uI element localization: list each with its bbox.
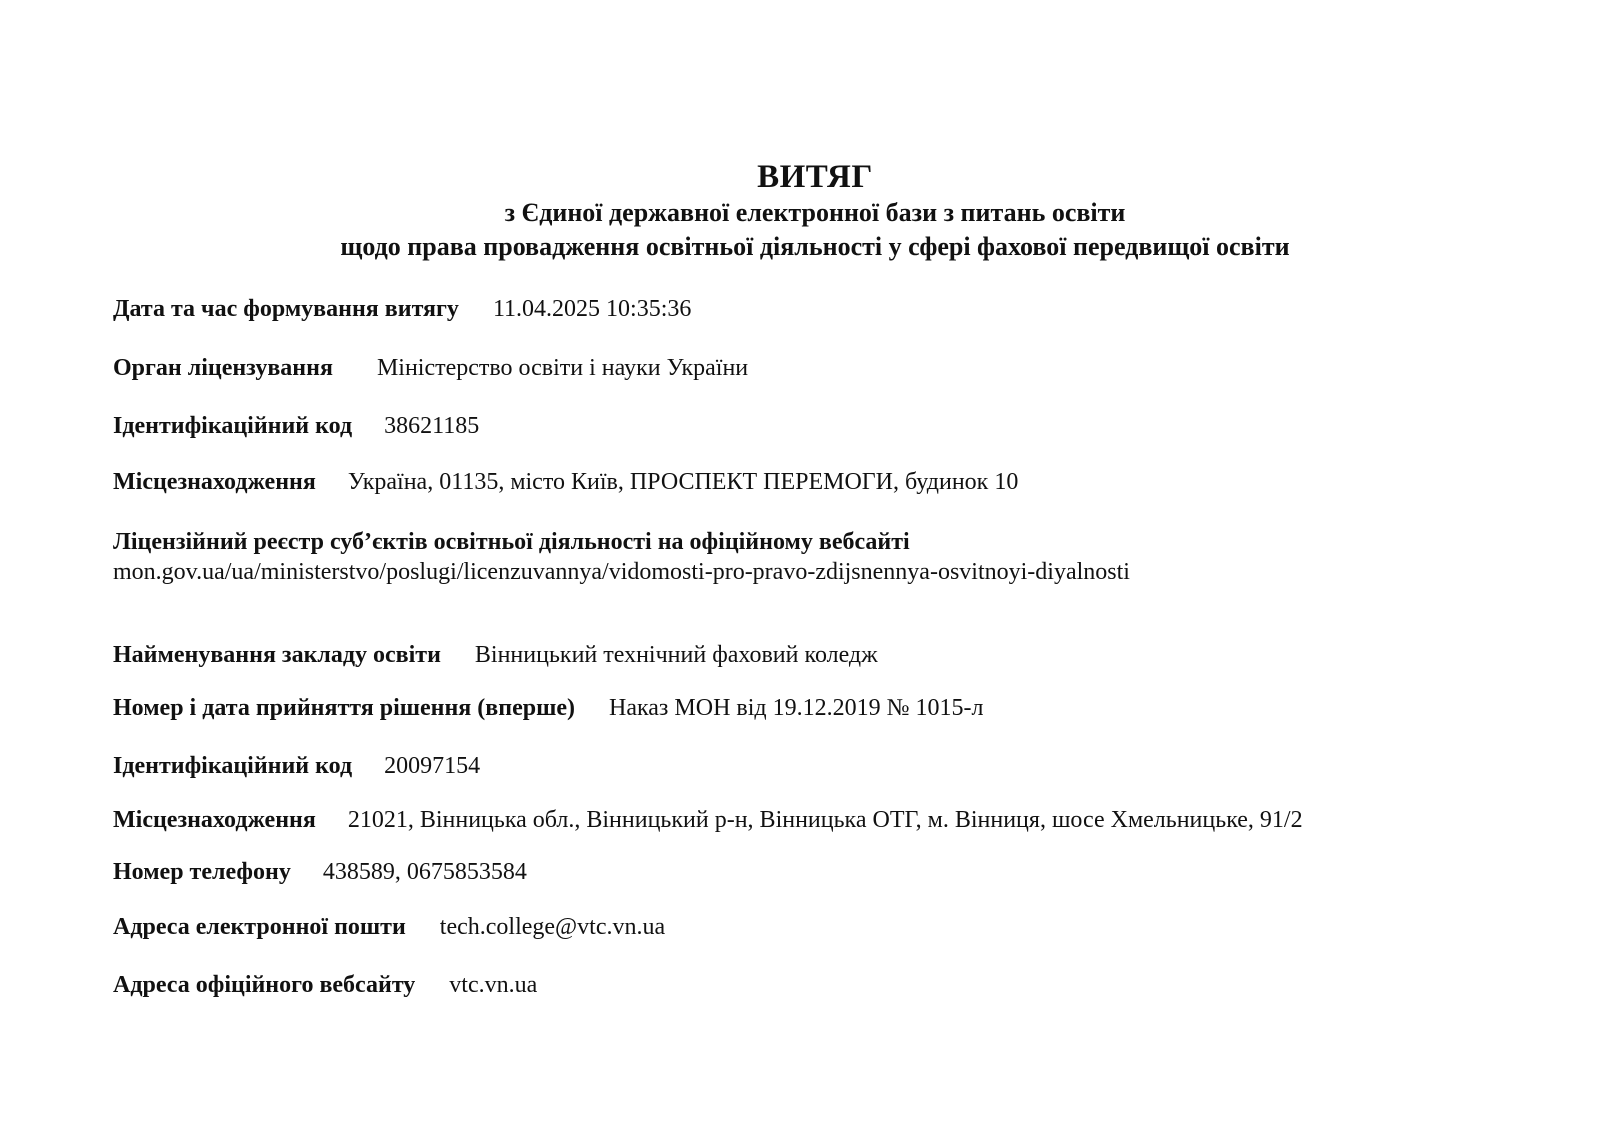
field-extract-datetime (113, 294, 691, 324)
decision-value: Наказ МОН від 19.12.2019 № 1015-л (608, 695, 984, 721)
organ-location-value: Україна, 01135, місто Київ, ПРОСПЕКТ ПЕРЕМОГИ, будинок 10 (347, 469, 1019, 495)
email-label: Адреса електронної пошти (113, 914, 406, 940)
institution-id-code-label: Ідентифікаційний код (113, 753, 353, 779)
phone-value: 438589, 0675853584 (322, 859, 527, 885)
document-header (0, 158, 1600, 264)
document-subtitle-line-2: щодо права провадження освітньої діяльності у сфері фахової передвищої освіти (340, 232, 1290, 261)
organ-id-code-label: Ідентифікаційний код (113, 413, 353, 439)
field-email (113, 912, 665, 942)
licensing-organ-value: Міністерство освіти і науки України (376, 355, 749, 381)
extract-datetime-label: Дата та час формування витягу (113, 296, 459, 322)
institution-id-code-value: 20097154 (384, 753, 481, 779)
license-registry-label: Ліцензійний реєстр суб’єктів освітньої діяльності на офіційному вебсайті (113, 529, 910, 555)
institution-name-value: Вінницький технічний фаховий коледж (474, 642, 878, 668)
document-title: ВИТЯГ (757, 159, 873, 195)
field-organ-location (113, 467, 1018, 497)
field-phone (113, 857, 527, 887)
field-decision (113, 693, 983, 723)
license-registry-url: mon.gov.ua/ua/ministerstvo/poslugi/licenzuvannya/vidomosti-pro-pravo-zdijsnennya-osvitnoyi-diyalnosti (113, 559, 1130, 585)
phone-label: Номер телефону (113, 859, 291, 885)
organ-id-code-value: 38621185 (384, 413, 480, 439)
field-institution-location (113, 805, 1303, 835)
decision-label: Номер і дата прийняття рішення (вперше) (113, 695, 575, 721)
institution-location-label: Місцезнаходження (113, 807, 316, 833)
field-institution-name (113, 640, 878, 670)
field-website (113, 970, 537, 1000)
organ-location-label: Місцезнаходження (113, 469, 316, 495)
website-value: vtc.vn.ua (449, 972, 538, 998)
institution-location-value: 21021, Вінницька обл., Вінницький р-н, Вінницька ОТГ, м. Вінниця, шосе Хмельницьке, 91/2 (347, 807, 1303, 833)
institution-name-label: Найменування закладу освіти (113, 642, 441, 668)
website-label: Адреса офіційного вебсайту (113, 972, 416, 998)
field-organ-id-code (113, 411, 479, 441)
licensing-organ-label: Орган ліцензування (113, 355, 333, 381)
field-licensing-organ (113, 353, 748, 383)
field-institution-id-code (113, 751, 480, 781)
document-subtitle-line-1: з Єдиної державної електронної бази з питань освіти (504, 198, 1126, 227)
email-value: tech.college@vtc.vn.ua (439, 914, 666, 940)
extract-datetime-value: 11.04.2025 10:35:36 (492, 296, 692, 322)
